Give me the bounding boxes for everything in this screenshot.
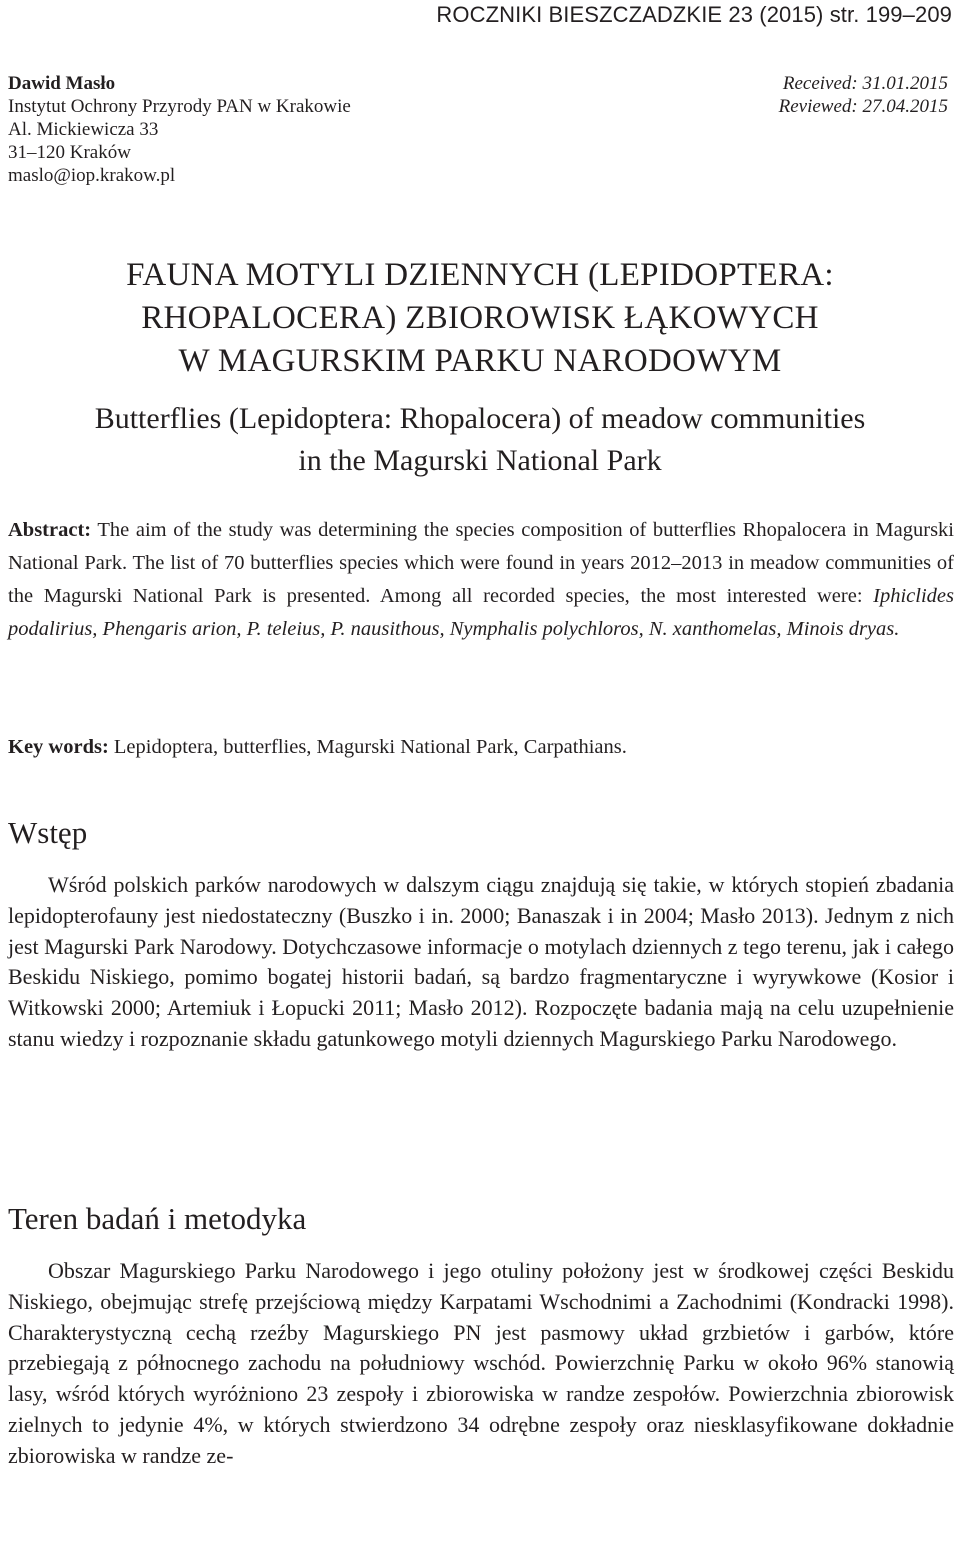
abstract-species: Iphiclides podalirius, Phengaris arion, P. teleius, P. nausithous, Nymphalis polychloros, N. xanthomelas, Minois dryas. <box>8 585 954 640</box>
author-institution: Instytut Ochrony Przyrody PAN w Krakowie <box>8 96 351 117</box>
title-english-line: in the Magurski National Park <box>298 444 662 477</box>
title-polish-line: RHOPALOCERA) ZBIOROWISK ŁĄKOWYCH <box>141 300 819 336</box>
section-body-methods <box>8 1256 954 1472</box>
keywords <box>8 732 954 762</box>
abstract-label: Abstract: <box>8 519 92 541</box>
section-body-introduction <box>8 870 954 1055</box>
methods-text: Obszar Magurskiego Parku Narodowego i jego otuliny położony jest w środkowej części Beskidu Niskiego, obejmując strefę przejściową między Karpatami Wschodnimi a Zachodnimi (Kondracki 1998). Charakterystyczną cechą rzeźby Magurskiego PN jest pasmowy układ grzbietów i garbów, które przebiegają z północnego zachodu na południowy wschód. Powierzchnię Parku w około 96% stanowią lasy, wśród których wyróżniono 23 zespoły i zbiorowiska w randze zespołów. Powierzchnia zbiorowisk zielnych to jedynie 4%, w których stwierdzono 34 odrębne zespoły oraz niesklasyfikowane dokładnie zbiorowiska w randze ze- <box>8 1258 954 1468</box>
keywords-label: Key words: <box>8 736 109 758</box>
running-head: ROCZNIKI BIESZCZADZKIE 23 (2015) str. 199–209 <box>436 2 952 27</box>
title-polish <box>0 254 960 383</box>
section-heading-introduction: Wstęp <box>8 815 88 850</box>
author-name: Dawid Masło <box>8 73 116 94</box>
section-heading-methods: Teren badań i metodyka <box>8 1201 307 1236</box>
abstract-text: The aim of the study was determining the species composition of butterflies Rhopalocera in Magurski National Park. The list of 70 butterflies species which were found in years 2012–2013 in meadow communities of the Magurski National Park is presented. Among all recorded species, the most interested were: <box>8 519 954 607</box>
title-polish-line: W MAGURSKIM PARKU NARODOWYM <box>178 343 782 379</box>
keywords-text: Lepidoptera, butterflies, Magurski National Park, Carpathians. <box>108 736 627 758</box>
dates-block <box>779 72 948 118</box>
author-street: Al. Mickiewicza 33 <box>8 119 159 140</box>
received-date: Received: 31.01.2015 <box>782 73 948 94</box>
abstract <box>8 514 954 646</box>
title-polish-line: FAUNA MOTYLI DZIENNYCH (LEPIDOPTERA: <box>126 257 834 293</box>
title-english-line: Butterflies (Lepidoptera: Rhopalocera) of meadow communities <box>94 402 866 435</box>
reviewed-date: Reviewed: 27.04.2015 <box>778 96 948 117</box>
introduction-text: Wśród polskich parków narodowych w dalszym ciągu znajdują się takie, w których stopień zbadania lepidopterofauny jest niedostateczny (Buszko i in. 2000; Banaszak i in 2004; Masło 2013). Jednym z nich jest Magurski Park Narodowy. Dotychczasowe informacje o motylach dziennych z tego terenu, jak i całego Beskidu Niskiego, pomimo bogatej historii badań, są bardzo fragmentaryczne i wyrywkowe (Kosior i Witkowski 2000; Artemiuk i Łopucki 2011; Masło 2012). Rozpoczęte badania mają na celu uzupełnienie stanu wiedzy i rozpoznanie składu gatunkowego motyli dziennych Magurskiego Parku Narodowego. <box>8 872 954 1051</box>
author-email[interactable]: maslo@iop.krakow.pl <box>8 165 176 186</box>
author-block <box>8 72 351 187</box>
title-english <box>0 398 960 482</box>
author-city: 31–120 Kraków <box>8 142 131 163</box>
